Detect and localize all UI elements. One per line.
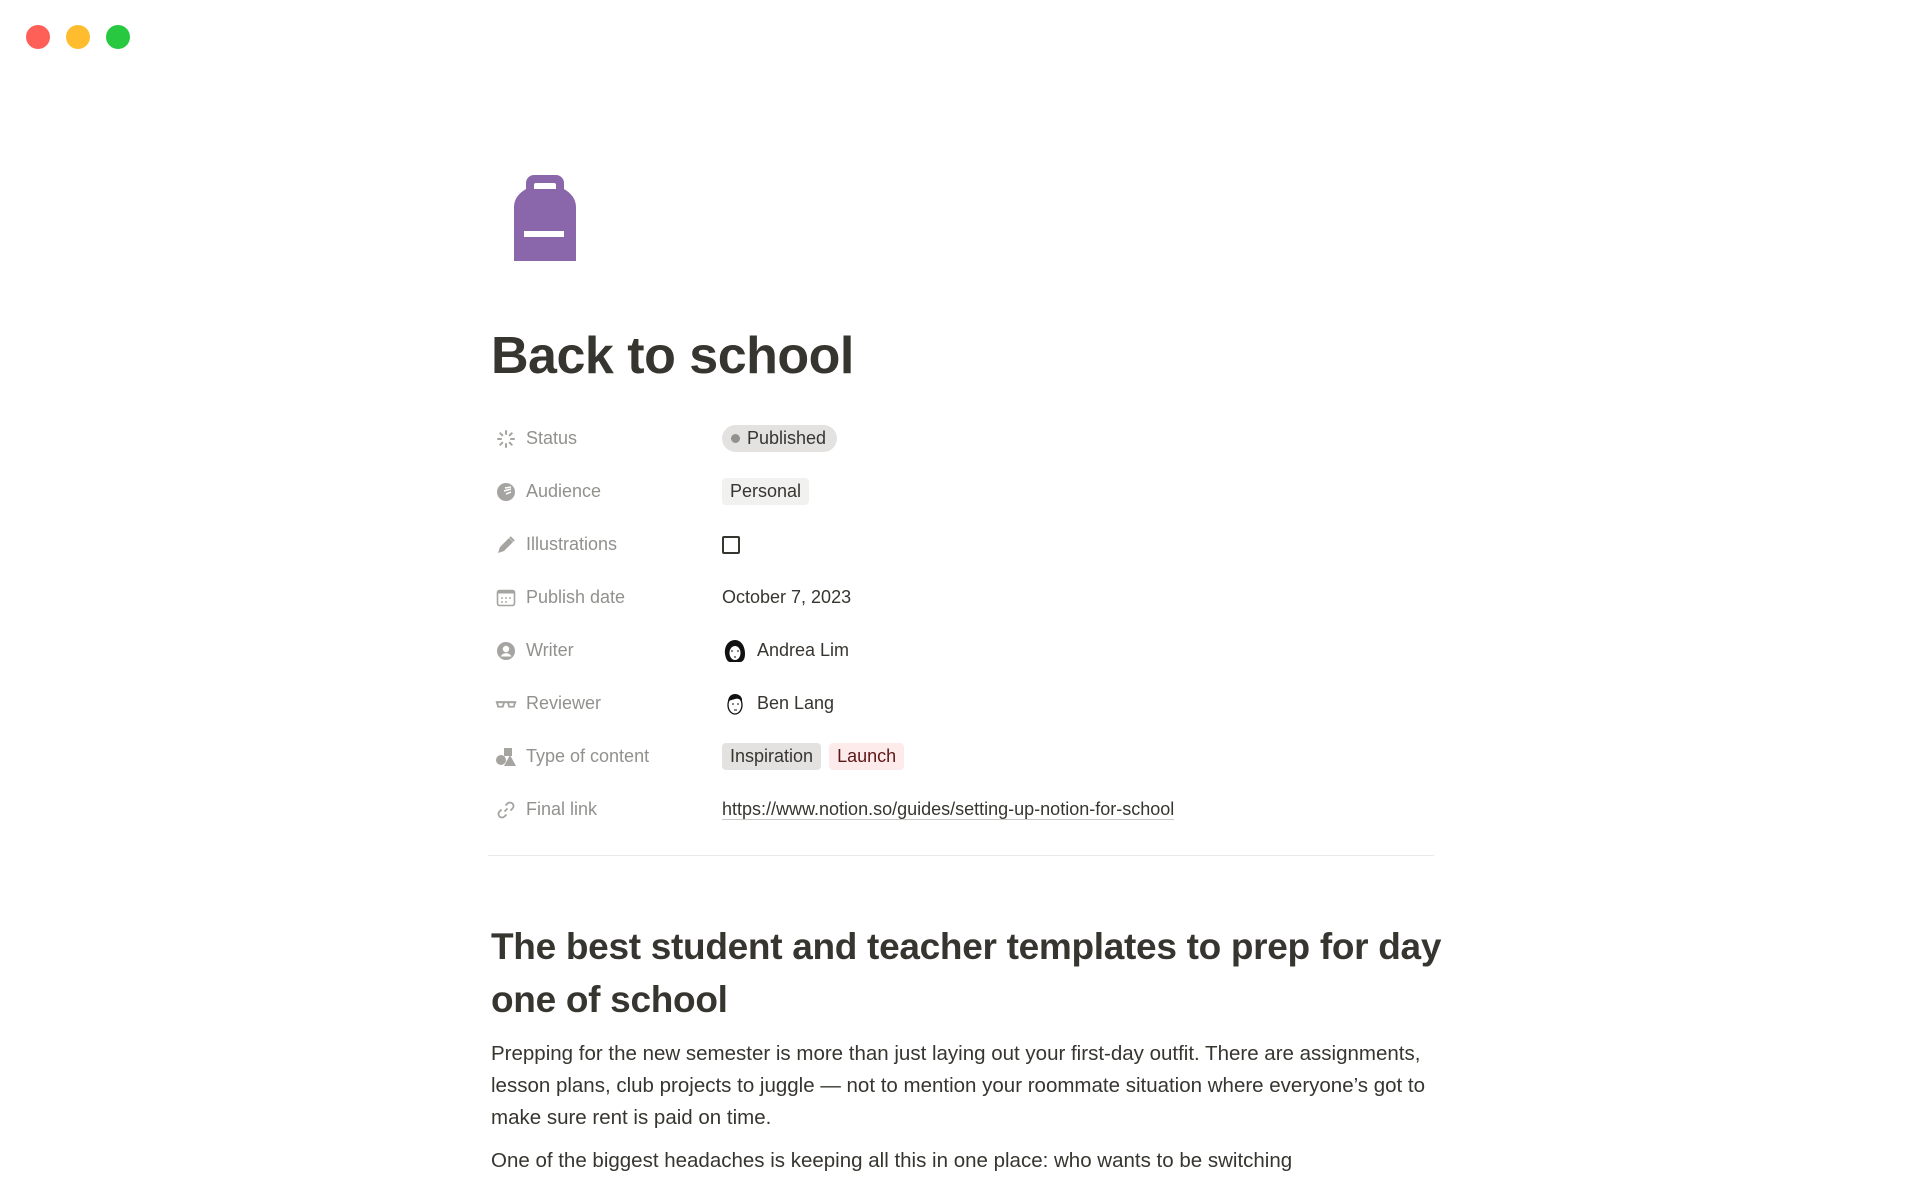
person-icon bbox=[495, 640, 517, 662]
final-link-url[interactable]: https://www.notion.so/guides/setting-up-notion-for-school bbox=[722, 799, 1175, 819]
link-icon bbox=[495, 799, 517, 821]
ben-lang-avatar bbox=[722, 691, 748, 717]
properties bbox=[491, 412, 1441, 836]
property-publish-date[interactable] bbox=[491, 571, 1441, 624]
status-icon bbox=[495, 428, 517, 450]
calendar-icon bbox=[495, 587, 517, 609]
shapes-icon bbox=[495, 746, 517, 768]
status-badge[interactable] bbox=[722, 425, 837, 452]
writer-name[interactable]: Andrea Lim bbox=[757, 640, 850, 660]
status-value: Published bbox=[747, 428, 827, 448]
window-close-button[interactable] bbox=[26, 25, 50, 49]
property-type-of-content[interactable] bbox=[491, 730, 1441, 783]
content-tag-inspiration[interactable]: Inspiration bbox=[722, 743, 821, 770]
andrea-lim-avatar bbox=[722, 638, 748, 664]
property-label: Publish date bbox=[526, 587, 626, 607]
property-final-link[interactable] bbox=[491, 783, 1441, 836]
page-title[interactable]: Back to school bbox=[491, 327, 854, 385]
audience-icon bbox=[495, 481, 517, 503]
property-writer[interactable] bbox=[491, 624, 1441, 677]
property-label: Status bbox=[526, 428, 578, 448]
divider bbox=[488, 855, 1434, 856]
window-minimize-button[interactable] bbox=[66, 25, 90, 49]
body-paragraph: Prepping for the new semester is more than just laying out your first-day outfit. There are assignments, lesson plans, club projects to juggle — not to mention your roommate situation where everyone’s got to make sure rent is paid on time. bbox=[491, 1042, 1426, 1129]
property-label: Reviewer bbox=[526, 693, 602, 713]
glasses-icon bbox=[495, 693, 517, 715]
property-label: Final link bbox=[526, 799, 598, 819]
reviewer-name[interactable]: Ben Lang bbox=[757, 693, 835, 713]
backpack-icon[interactable] bbox=[514, 175, 576, 261]
illustrations-checkbox[interactable] bbox=[722, 536, 740, 554]
audience-tag[interactable]: Personal bbox=[722, 478, 809, 505]
property-label: Writer bbox=[526, 640, 574, 660]
status-dot bbox=[731, 434, 740, 443]
pencil-icon bbox=[495, 534, 517, 556]
content-tag-launch[interactable]: Launch bbox=[829, 743, 904, 770]
section-heading: The best student and teacher templates to prep for day one of school bbox=[491, 926, 1442, 1020]
property-status[interactable] bbox=[491, 412, 1441, 465]
property-illustrations[interactable] bbox=[491, 518, 1441, 571]
property-label: Illustrations bbox=[526, 534, 618, 554]
publish-date-value[interactable]: October 7, 2023 bbox=[722, 587, 852, 607]
property-label: Type of content bbox=[526, 746, 650, 766]
property-audience[interactable] bbox=[491, 465, 1441, 518]
property-reviewer[interactable] bbox=[491, 677, 1441, 730]
property-label: Audience bbox=[526, 481, 602, 501]
body-paragraph: One of the biggest headaches is keeping all this in one place: who wants to be switching bbox=[491, 1149, 1293, 1172]
window-zoom-button[interactable] bbox=[106, 25, 130, 49]
